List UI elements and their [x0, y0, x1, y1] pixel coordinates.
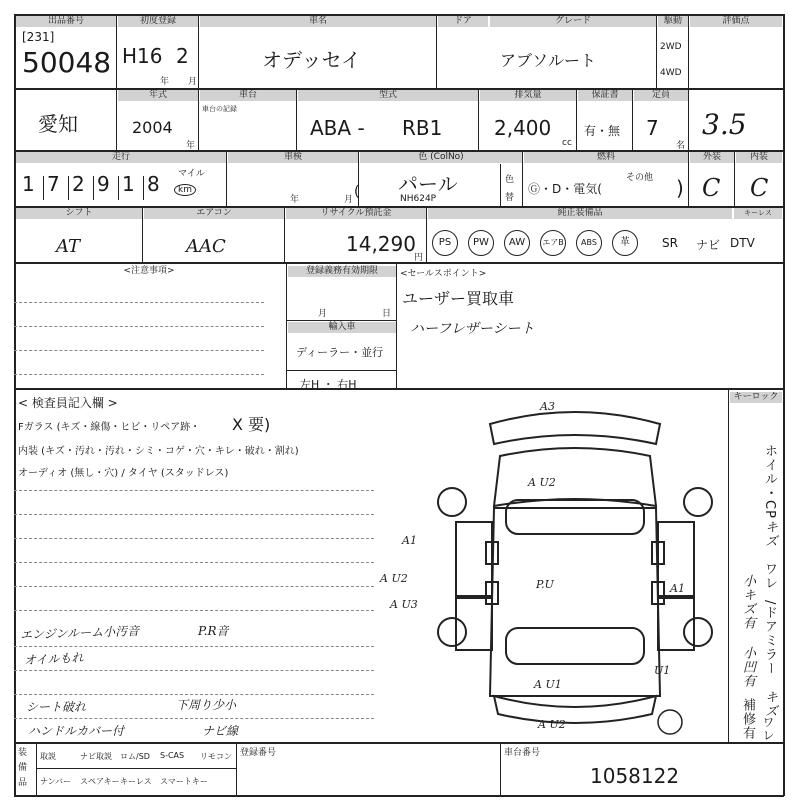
mileage-sep	[43, 176, 44, 200]
chassis-note: 車台の記録	[202, 105, 237, 113]
hdr-keytype: キーレス	[734, 208, 782, 219]
paren-close: )	[676, 176, 684, 200]
warranty: 有・無	[584, 124, 621, 138]
hdr-grade: グレード	[490, 16, 656, 27]
hdr-chassis-number: 車台番号	[504, 748, 541, 758]
v-side	[728, 388, 729, 742]
mileage-digit: 1	[22, 172, 35, 196]
note-line-2	[14, 326, 264, 327]
mark-a1-right: A1	[670, 582, 685, 595]
side-note-5: 補修有	[740, 698, 755, 740]
v1	[116, 16, 117, 88]
reg-day-mark: 日	[382, 309, 392, 319]
hdr-equipment: 純正装備品	[428, 208, 732, 219]
v18	[734, 152, 735, 206]
bottom-v1	[36, 743, 37, 795]
mark-au1: A U1	[534, 678, 562, 691]
mileage-digit: 7	[47, 172, 60, 196]
km-label: km	[174, 184, 196, 196]
year-mark: 年	[160, 77, 170, 87]
hdr-door: ドア	[438, 16, 488, 27]
interior-grade: C	[750, 174, 769, 202]
hdr-reg-deadline: 登録義務有効期限	[288, 266, 396, 277]
hdr-notes: <注意事項>	[123, 266, 175, 276]
interior-line: 内装 (キズ・汚れ・汚れ・シミ・コゲ・穴・キレ・破れ・割れ)	[18, 446, 299, 457]
reg-month: 2	[176, 44, 189, 68]
color: パール	[398, 172, 458, 196]
capacity: 7	[646, 116, 659, 140]
key-circle	[658, 710, 682, 734]
color-change-1: 色	[505, 175, 515, 185]
location: 愛知	[38, 112, 78, 136]
v2	[198, 16, 199, 88]
hdr-score: 評価点	[690, 16, 782, 27]
hdr-exterior: 外装	[690, 152, 734, 163]
cc: cc	[562, 138, 572, 148]
audio-line: オーディオ (無し・穴) / タイヤ (スタッドレス)	[18, 468, 229, 479]
car-name: オデッセイ	[262, 48, 361, 72]
glass-line: Fガラス (キズ・線傷・ヒビ・リペア跡・	[18, 422, 201, 433]
handle: 左H ・ 右H	[300, 378, 357, 391]
mileage-sep	[143, 176, 144, 200]
hdr-first-reg: 初度登録	[118, 16, 198, 27]
v6	[116, 90, 117, 150]
side-note-3b: キズ	[762, 690, 777, 718]
model-year-mark: 年	[186, 141, 196, 151]
hw-note-7: ナビ線	[202, 724, 239, 738]
hw-note-4: シート破れ	[26, 700, 87, 714]
mark-u1: U1	[654, 664, 671, 677]
chassis-number: 1058122	[590, 764, 680, 788]
color-code: NH624P	[400, 194, 437, 204]
bottom-equipment-item: ロム/SD	[120, 752, 150, 761]
v19	[142, 208, 143, 262]
rule-bottom-end	[14, 795, 784, 797]
equipment-plain: ナビ	[696, 238, 721, 252]
hw-note-3: オイルもれ	[23, 650, 84, 668]
bottom-equipment-item: 取説	[40, 752, 56, 761]
shift: AT	[56, 236, 81, 257]
mileage-sep	[93, 176, 94, 200]
equipment-plain: SR	[662, 236, 678, 250]
ins-line-5	[14, 586, 374, 587]
drive-4wd: 4WD	[660, 68, 682, 78]
bottom-equipment-item: ナビ取説	[80, 752, 112, 761]
mileage-sep	[68, 176, 69, 200]
model-year: 2004	[132, 118, 173, 137]
reg-month-mark: 月	[318, 309, 328, 319]
ins-line-9	[14, 694, 374, 695]
hdr-warranty: 保証書	[578, 90, 632, 101]
hdr-chassis: 車台	[200, 90, 296, 101]
v5	[688, 16, 689, 88]
reg-era: H16	[122, 44, 163, 68]
lot-code: [231]	[22, 30, 55, 44]
hdr-lot: 出品番号	[16, 16, 116, 27]
hdr-inspection: 車検	[228, 152, 358, 163]
mileage-digit: 8	[147, 172, 160, 196]
displacement: 2,400	[494, 116, 552, 140]
bottom-equipment-item: キーレス	[120, 777, 152, 786]
ins-line-1	[14, 490, 374, 491]
side-note-3c: ワレ	[761, 716, 775, 742]
hdr-color: 色 (ColNo)	[360, 152, 522, 163]
bottom-h-mid	[36, 768, 236, 769]
hw-note-5: 下周り少小	[176, 698, 237, 712]
fuel: Ⓖ・D・電気(	[528, 182, 602, 196]
hdr-interior: 内装	[736, 152, 782, 163]
side-note-1b: キズ	[762, 520, 777, 548]
bottom-v3	[500, 743, 501, 795]
equipment-circled: ABS	[576, 230, 602, 256]
hdr-shift: シフト	[16, 208, 142, 219]
v20	[284, 208, 285, 262]
hdr-import: 輸入車	[288, 322, 396, 333]
exterior-grade: C	[702, 174, 721, 202]
side-note-1c: ワレ	[762, 562, 777, 590]
type-code: RB1	[402, 116, 443, 140]
hdr-mileage: 走行	[16, 152, 226, 163]
v12	[688, 90, 689, 150]
bottom-v2	[236, 743, 237, 795]
bottom-equipment-item: ナンバー	[40, 777, 72, 786]
side-note-2: 小キズ有	[740, 574, 755, 630]
note-line-4	[14, 374, 264, 375]
note-line-3	[14, 350, 264, 351]
bottom-equipment-item: リモコン	[200, 752, 232, 761]
ins-line-7	[14, 646, 374, 647]
bottom-equipment-item: S-CAS	[160, 751, 185, 760]
hdr-name: 車名	[200, 16, 436, 27]
inspection-month-mark: 月	[344, 195, 354, 205]
hw-note-2: P.R音	[198, 624, 229, 638]
equipment-plain: DTV	[730, 236, 755, 250]
paren-open: (	[354, 184, 360, 200]
recycle: 14,290	[346, 232, 416, 256]
frame-right	[783, 14, 785, 796]
equipment-circled: 革	[612, 230, 638, 256]
frame-left	[14, 14, 16, 796]
bottom-equipment-item: スマートキー	[160, 777, 208, 786]
glass-mark: X 要)	[232, 415, 271, 434]
hdr-bottom-equipment: 装備品	[18, 748, 28, 788]
ins-line-4	[14, 562, 374, 563]
ins-line-3	[14, 538, 374, 539]
inspector-title: < 検査員記入欄 >	[18, 396, 118, 410]
rule-notes	[14, 388, 784, 390]
mile-label: マイル	[178, 169, 205, 179]
rule-row4	[14, 262, 784, 264]
hdr-fuel: 燃料	[524, 152, 688, 163]
v15	[500, 164, 501, 206]
grade: アブソルート	[500, 51, 597, 70]
v4	[656, 16, 657, 88]
hdr-aircon: エアコン	[144, 208, 284, 219]
mark-au3-left: A U3	[390, 598, 418, 611]
capacity-unit: 名	[676, 141, 686, 151]
side-note-1: ホイル・CP	[762, 444, 777, 519]
car-diagram	[380, 396, 730, 740]
fuel-other: その他	[626, 173, 654, 183]
ins-line-6	[14, 610, 374, 611]
score: 3.5	[702, 108, 747, 141]
hdr-sales: <セールスポイント>	[400, 269, 487, 279]
h-import	[286, 370, 396, 371]
sales-point: ユーザー買取車	[402, 289, 515, 308]
v7	[198, 90, 199, 150]
h-reg	[286, 320, 396, 321]
v13	[226, 152, 227, 206]
recycle-unit: 円	[414, 253, 424, 263]
mileage-digit: 1	[122, 172, 135, 196]
note-line-1	[14, 302, 264, 303]
equipment-circled: PS	[432, 230, 458, 256]
mark-pu: P.U	[536, 578, 554, 591]
aircon: AAC	[186, 236, 226, 257]
ins-line-2	[14, 514, 374, 515]
v23	[396, 264, 397, 388]
v11	[632, 90, 633, 150]
mark-au2-bottom: A U2	[538, 718, 566, 731]
equipment-circled: AW	[504, 230, 530, 256]
v8	[296, 90, 297, 150]
v9	[478, 90, 479, 150]
v3	[436, 16, 437, 88]
hdr-keyless: キーロック	[730, 392, 782, 403]
month-mark: 月	[188, 77, 198, 87]
v21	[426, 208, 427, 262]
side-note-4: 小凹有	[740, 646, 755, 688]
mark-a3: A3	[540, 400, 555, 413]
hw-note-1: エンジンルーム小汚音	[19, 623, 140, 643]
equipment-circled: エアB	[540, 230, 566, 256]
import-value: ディーラー・並行	[296, 346, 384, 359]
hw-note-6: ハンドルカバー付	[28, 724, 125, 738]
mileage-digit: 9	[97, 172, 110, 196]
ins-line-10	[14, 718, 374, 719]
hdr-recycle: リサイクル預託金	[286, 208, 426, 219]
hdr-model-year: 年式	[118, 90, 198, 101]
type-prefix: ABA -	[310, 116, 365, 140]
inspection-year-mark: 年	[290, 195, 300, 205]
mark-au2-top: A U2	[528, 476, 556, 489]
color-change-2: 替	[505, 193, 515, 203]
side-note-3: /ドアミラー	[762, 600, 777, 676]
v17	[688, 152, 689, 206]
bottom-equipment-item: スペアキー	[80, 777, 120, 786]
v10	[576, 90, 577, 150]
drive-2wd: 2WD	[660, 42, 682, 52]
mileage-digit: 2	[72, 172, 85, 196]
hdr-drive: 駆動	[658, 16, 688, 27]
rule-bottom	[14, 742, 784, 744]
hdr-reg-number: 登録番号	[240, 748, 277, 758]
mark-a1-left: A1	[402, 534, 417, 547]
hdr-type: 型式	[298, 90, 478, 101]
hdr-displacement: 排気量	[480, 90, 576, 101]
equipment-circled: PW	[468, 230, 494, 256]
sales-handwritten: ハーフレザーシート	[410, 321, 535, 337]
mark-au2-left: A U2	[380, 572, 408, 585]
v16	[522, 152, 523, 206]
hdr-capacity: 定員	[634, 90, 688, 101]
mileage-sep	[118, 176, 119, 200]
ins-line-8	[14, 670, 374, 671]
lot-number: 50048	[22, 46, 112, 79]
